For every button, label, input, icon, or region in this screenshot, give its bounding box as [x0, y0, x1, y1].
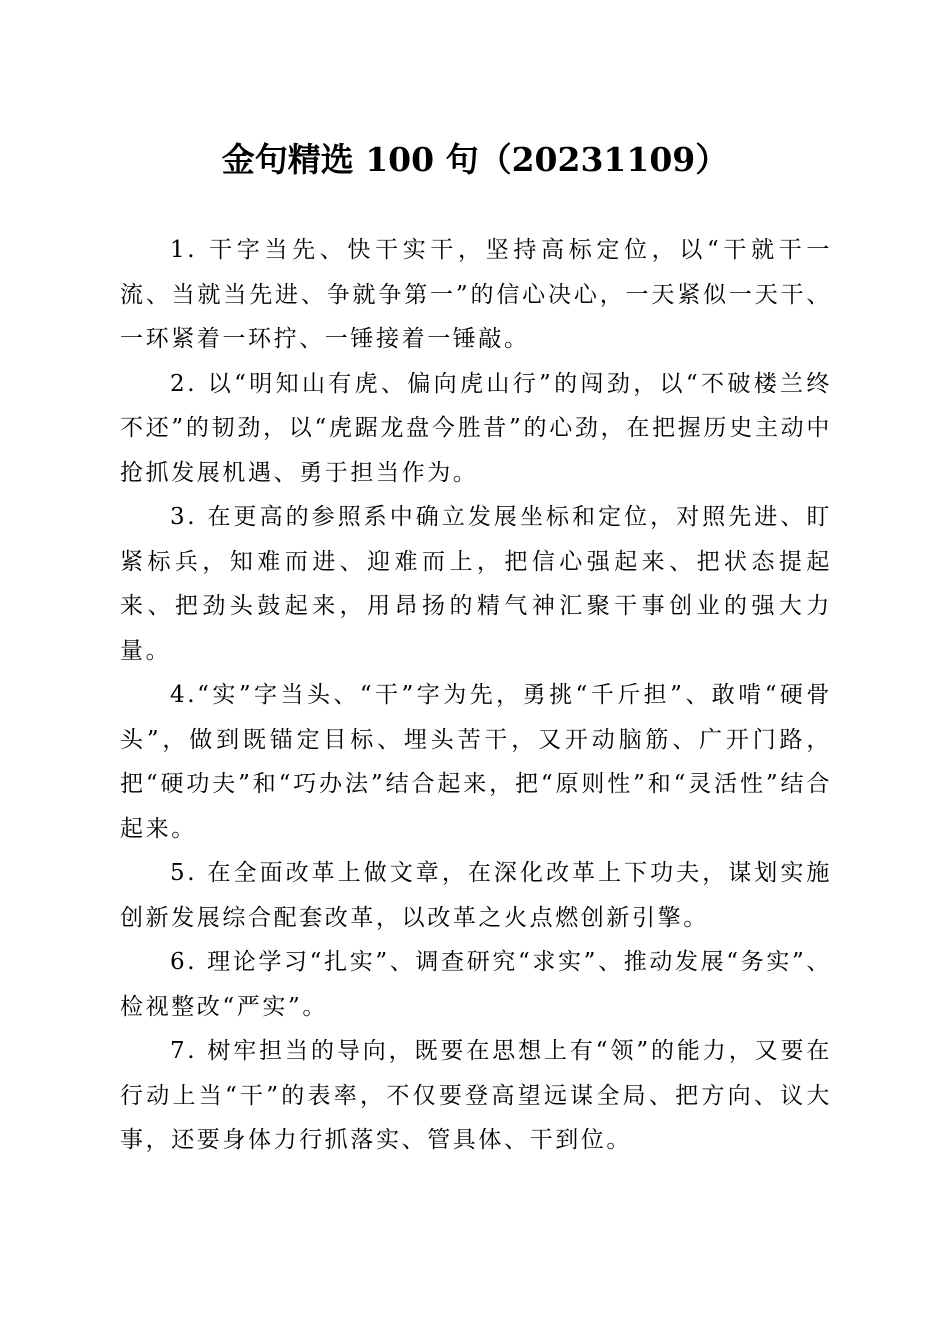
- document-body: [120, 228, 832, 1163]
- paragraph-4: 4.“实”字当头、“干”字为先，勇挑“千斤担”、敢啃“硬骨头”，做到既锚定目标、埋头苦干，又开动脑筋、广开门路，把“硬功夫”和“巧办法”结合起来，把“原则性”和“灵活性”结合起来。: [120, 682, 832, 842]
- paragraph-7: 7. 树牢担当的导向，既要在思想上有“领”的能力，又要在行动上当“干”的表率，不仅要登高望远谋全局、把方向、议大事，还要身体力行抓落实、管具体、干到位。: [120, 1038, 832, 1153]
- document-title: 金句精选 100 句（20231109）: [221, 140, 729, 179]
- paragraph-6: 6. 理论学习“扎实”、调查研究“求实”、推动发展“务实”、检视整改“严实”。: [120, 949, 832, 1020]
- paragraph-2: 2. 以“明知山有虎、偏向虎山行”的闯劲，以“不破楼兰终不还”的韧劲，以“虎踞龙盘今胜昔”的心劲，在把握历史主动中抢抓发展机遇、勇于担当作为。: [120, 370, 832, 486]
- paragraph-5: 5. 在全面改革上做文章，在深化改革上下功夫，谋划实施创新发展综合配套改革，以改革之火点燃创新引擎。: [120, 860, 832, 931]
- paragraph-1: 1. 干字当先、快干实干，坚持高标定位，以“干就干一流、当就当先进、争就争第一”的信心决心，一天紧似一天干、一环紧着一环拧、一锤接着一锤敲。: [120, 237, 832, 352]
- paragraph-3: 3. 在更高的参照系中确立发展坐标和定位，对照先进、盯紧标兵，知难而进、迎难而上，把信心强起来、把状态提起来、把劲头鼓起来，用昂扬的精气神汇聚干事创业的强大力量。: [120, 504, 832, 664]
